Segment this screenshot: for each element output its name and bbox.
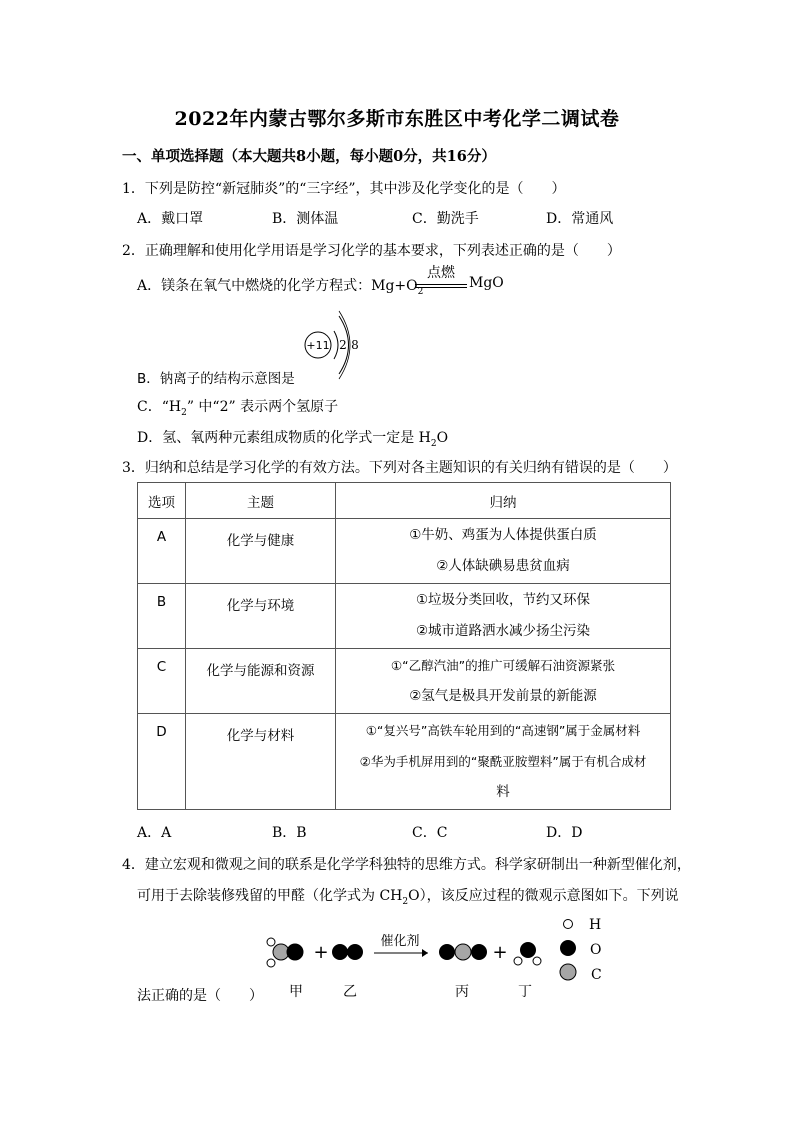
table-header-row: [138, 483, 671, 519]
q4-stem-line3: 法正确的是（ ）: [137, 988, 263, 1004]
q2-equation-line-bottom: [415, 287, 467, 288]
label-ding: 丁: [518, 984, 532, 1000]
q3-stem: 3．归纳和总结是学习化学的有效方法。下列对各主题知识的有关归纳有错误的是（ ）: [122, 460, 677, 476]
sodium-ion-diagram: [303, 307, 365, 383]
q1-option-b: B．测体温: [272, 211, 339, 227]
c-atom: [455, 944, 471, 960]
q2-d-post: O: [436, 430, 449, 446]
row-summary: [336, 714, 671, 810]
table-row: [138, 714, 671, 810]
row-summary: [336, 584, 671, 649]
legend-h-atom: [564, 920, 573, 929]
h-atom: [533, 957, 541, 965]
q1-option-c: C．勤洗手: [412, 211, 479, 227]
o-atom: [287, 944, 303, 960]
section-heading: 一、单项选择题（本大题共8小题，每小题0分，共16分）: [122, 148, 496, 165]
q2-c-post: ” 中“2” 表示两个氢原子: [186, 399, 339, 415]
header-option: 选项: [138, 483, 186, 519]
o-atom: [471, 944, 487, 960]
table-row: [138, 649, 671, 714]
molecule-formaldehyde: [267, 938, 303, 967]
q2-c-subscript: 2: [181, 407, 187, 418]
summary-line: ②华为手机屏用到的“聚酰亚胺塑料”属于有机合成材: [359, 754, 647, 769]
q1-option-a: A．戴口罩: [137, 211, 204, 227]
row-topic: 化学与材料: [186, 714, 336, 810]
legend-o-atom: [560, 940, 576, 956]
row-topic: 化学与能源和资源: [186, 649, 336, 714]
h-atom: [267, 938, 275, 946]
q3-option-b: B．B: [272, 825, 307, 841]
q3-option-a: A．A: [137, 825, 172, 841]
q2-d-pre: D．氢、氧两种元素组成物质的化学式一定是 H: [137, 430, 431, 446]
molecule-water: [514, 942, 541, 965]
summary-line: ①“乙醇汽油”的推广可缓解石油资源紧张: [390, 658, 616, 673]
summary-line: ②人体缺碘易患贫血病: [436, 558, 570, 574]
q3-table: [137, 482, 671, 810]
o-atom: [347, 944, 363, 960]
catalyst-label: 催化剂: [380, 934, 420, 949]
row-topic: 化学与健康: [186, 519, 336, 584]
electron-shell-1: [334, 331, 338, 359]
q2-d-subscript: 2: [430, 438, 437, 449]
row-option: A: [138, 519, 186, 584]
q2-a-product: MgO: [469, 275, 504, 291]
q4-stem-line1: 4．建立宏观和微观之间的联系是化学学科独特的思维方式。科学家研制出一种新型催化剂，: [122, 857, 691, 873]
legend-c-atom: [560, 964, 576, 980]
row-summary: [336, 649, 671, 714]
row-option: B: [138, 584, 186, 649]
q2-option-b: B．钠离子的结构示意图是: [137, 371, 295, 387]
q4-stem-subscript: 2: [402, 896, 409, 907]
o-atom: [439, 944, 455, 960]
row-summary: [336, 519, 671, 584]
molecule-carbon-dioxide: [439, 944, 487, 960]
legend-h-label: H: [589, 917, 602, 933]
summary-line: 料: [496, 784, 510, 800]
o-atom: [332, 944, 348, 960]
reaction-diagram: [258, 912, 618, 1004]
q1-option-d: D．常通风: [546, 211, 614, 227]
table-row: [138, 519, 671, 584]
summary-line: ①垃圾分类回收，节约又环保: [415, 592, 591, 608]
nucleus-charge: +11: [306, 339, 330, 352]
q2-stem: 2．正确理解和使用化学用语是学习化学的基本要求，下列表述正确的是（ ）: [122, 243, 621, 259]
label-jia: 甲: [289, 984, 303, 1000]
q2-reaction-condition: 点燃: [427, 265, 455, 281]
page-title: 2022年内蒙古鄂尔多斯市东胜区中考化学二调试卷: [174, 108, 620, 130]
label-yi: 乙: [343, 984, 357, 1000]
q2-equation-line-top: [415, 284, 467, 285]
q2-option-a: [137, 275, 423, 297]
legend-c-label: C: [591, 967, 602, 983]
row-option: D: [138, 714, 186, 810]
summary-line: ②氢气是极具开发前景的新能源: [409, 688, 597, 704]
summary-line: ①牛奶、鸡蛋为人体提供蛋白质: [409, 527, 597, 543]
q1-stem: 1．下列是防控“新冠肺炎”的“三字经”，其中涉及化学变化的是（ ）: [122, 181, 566, 197]
q2-option-d: [137, 427, 448, 449]
shell1-electrons: 2: [339, 338, 347, 352]
q4-stem-post: O），该反应过程的微观示意图如下。下列说: [408, 888, 679, 904]
o-atom: [520, 942, 536, 958]
row-topic: 化学与环境: [186, 584, 336, 649]
reaction-arrow: [374, 949, 428, 957]
header-topic: 主题: [186, 483, 336, 519]
q2-a-subscript: 2: [417, 286, 424, 297]
summary-line: ②城市道路洒水减少扬尘污染: [415, 623, 591, 639]
summary-line: ①“复兴号”高铁车轮用到的“高速钢”属于金属材料: [365, 723, 641, 738]
shell2-electrons: 8: [351, 338, 359, 352]
legend-o-label: O: [590, 942, 602, 958]
h-atom: [267, 959, 275, 967]
h-atom: [514, 957, 522, 965]
q2-a-text: A．镁条在氧气中燃烧的化学方程式：Mg+O: [137, 278, 418, 294]
table-row: [138, 584, 671, 649]
q4-stem-pre: 可用于去除装修残留的甲醛（化学式为 CH: [137, 888, 403, 904]
header-summary: 归纳: [336, 483, 671, 519]
molecule-oxygen: [332, 944, 363, 960]
label-bing: 丙: [455, 984, 469, 1000]
plus-sign: +: [313, 942, 329, 963]
q3-option-d: D．D: [546, 825, 583, 841]
row-option: C: [138, 649, 186, 714]
q4-stem-line2: [137, 885, 679, 907]
q2-option-c: [137, 396, 338, 418]
q3-option-c: C．C: [412, 825, 448, 841]
plus-sign: +: [492, 942, 508, 963]
atom-legend: [560, 917, 602, 983]
q2-c-pre: C．“H: [137, 399, 182, 415]
